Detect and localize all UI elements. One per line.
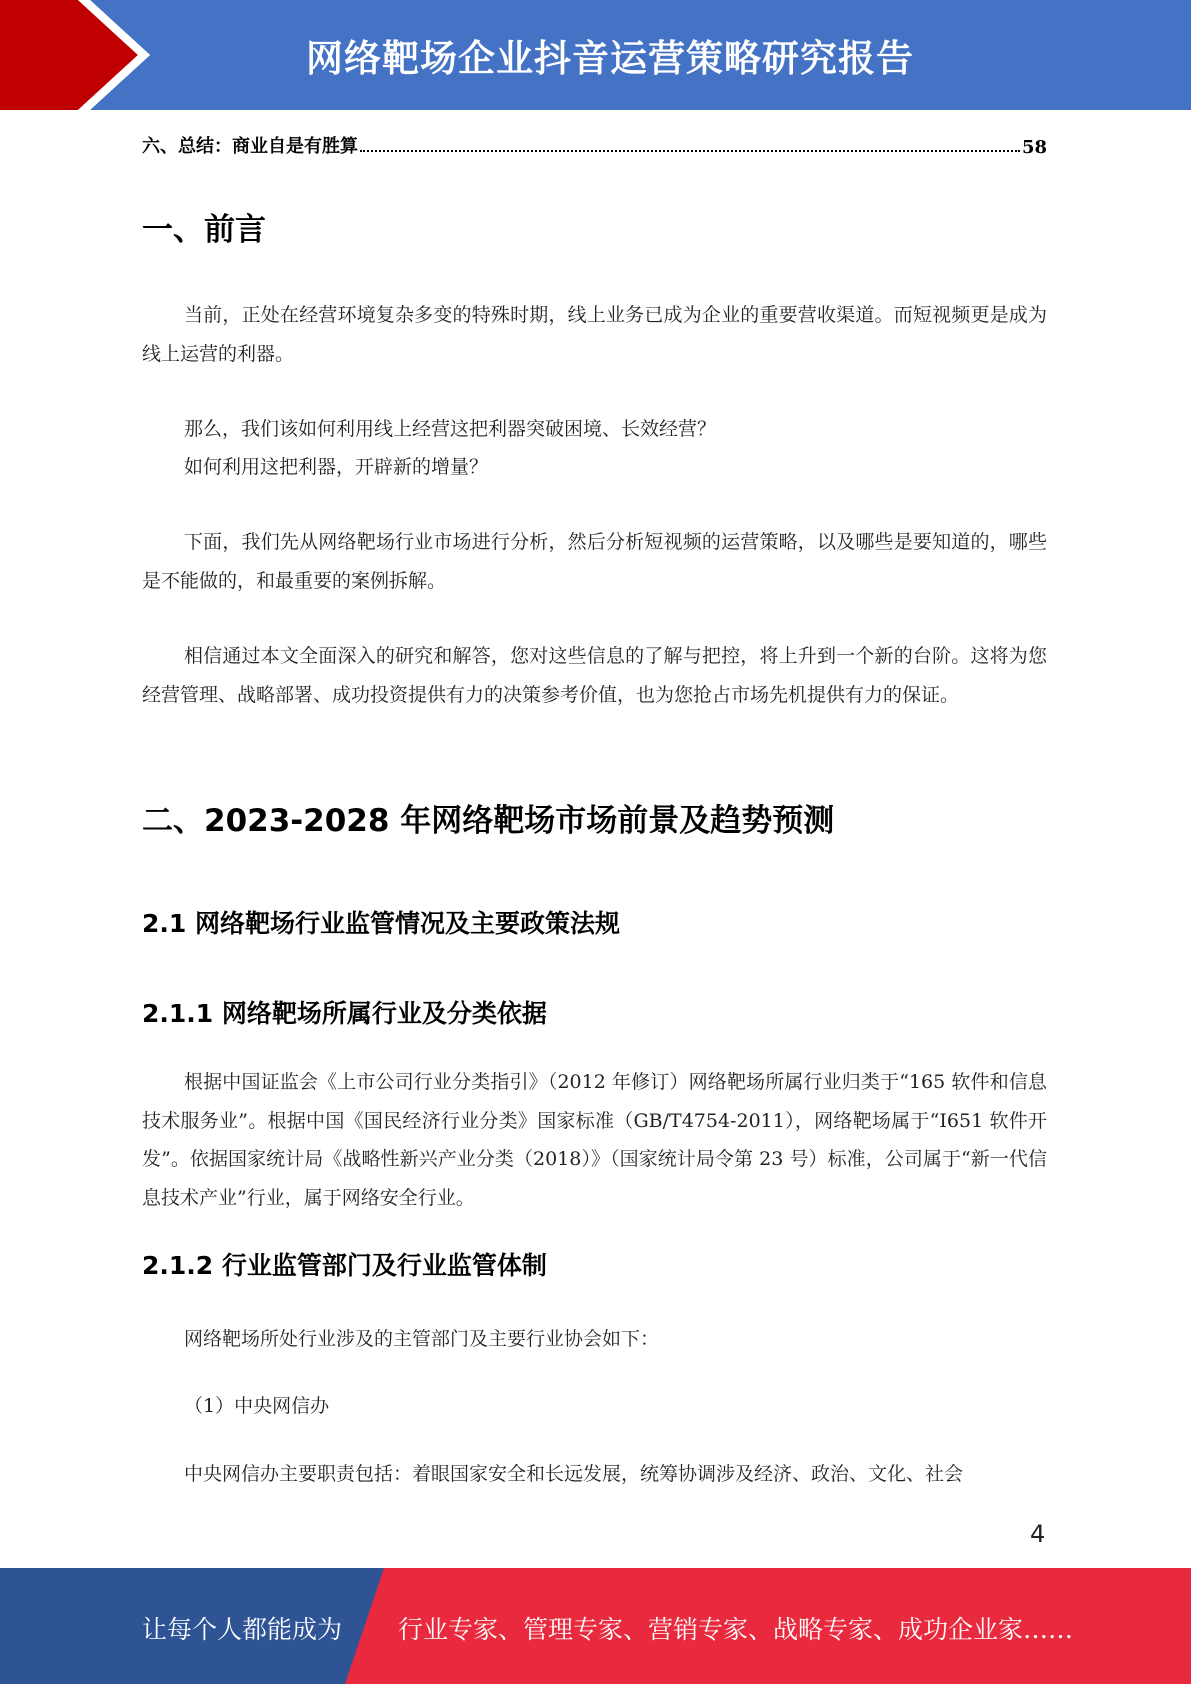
subsection-heading: 2.1.1 网络靶场所属行业及分类依据 [142, 999, 547, 1028]
paragraph: 中央网信办主要职责包括：着眼国家安全和长远发展，统筹协调涉及经济、政治、文化、社会 [184, 1463, 964, 1485]
toc-entry-page: 58 [1021, 137, 1047, 158]
toc-leader-dots [360, 150, 1020, 152]
page-header [0, 0, 1191, 110]
paragraph: 网络靶场所处行业涉及的主管部门及主要行业协会如下： [184, 1328, 660, 1350]
list-item: （1）中央网信办 [184, 1395, 330, 1417]
page-number: 4 [1030, 1520, 1046, 1548]
footer-slogan-left: 让每个人都能成为 [142, 1615, 343, 1644]
footer-slogan-right: 行业专家、管理专家、营销专家、战略专家、成功企业家…… [398, 1615, 1074, 1644]
paragraph: 那么，我们该如何利用线上经营这把利器突破困境、长效经营？ [184, 418, 717, 440]
page-footer [0, 1568, 1191, 1684]
toc-entry[interactable] [142, 130, 1047, 158]
paragraph: 当前，正处在经营环境复杂多变的特殊时期，线上业务已成为企业的重要营收渠道。而短视频更是成为线上运营的利器。 [142, 304, 1047, 365]
section-heading-forecast: 二、2023-2028 年网络靶场市场前景及趋势预测 [142, 803, 835, 839]
toc-entry-label: 六、总结：商业自是有胜算 [142, 136, 358, 157]
subsection-heading: 2.1.2 行业监管部门及行业监管体制 [142, 1251, 547, 1280]
paragraph: 相信通过本文全面深入的研究和解答，您对这些信息的了解与把控，将上升到一个新的台阶。这将为您经营管理、战略部署、成功投资提供有力的决策参考价值，也为您抢占市场先机提供有力的保证。 [142, 645, 1047, 706]
paragraph: 下面，我们先从网络靶场行业市场进行分析，然后分析短视频的运营策略，以及哪些是要知道的，哪些是不能做的，和最重要的案例拆解。 [142, 531, 1047, 592]
paragraph: 根据中国证监会《上市公司行业分类指引》（2012 年修订）网络靶场所属行业归类于“165 软件和信息技术服务业”。根据中国《国民经济行业分类》国家标准（GB/T4754-2011），网络靶场属于“I651 软件开发”。依据国家统计局《战略性新兴产业分类（2018）》（国家统计局令第 23 号）标准，公司属于“新一代信息技术产业”行业，属于网络安全行业。 [142, 1071, 1047, 1209]
section-heading-preface: 一、前言 [142, 212, 266, 248]
paragraph: 如何利用这把利器，开辟新的增量？ [184, 456, 489, 478]
subsection-heading: 2.1 网络靶场行业监管情况及主要政策法规 [142, 909, 620, 938]
report-title: 网络靶场企业抖音运营策略研究报告 [306, 37, 914, 80]
